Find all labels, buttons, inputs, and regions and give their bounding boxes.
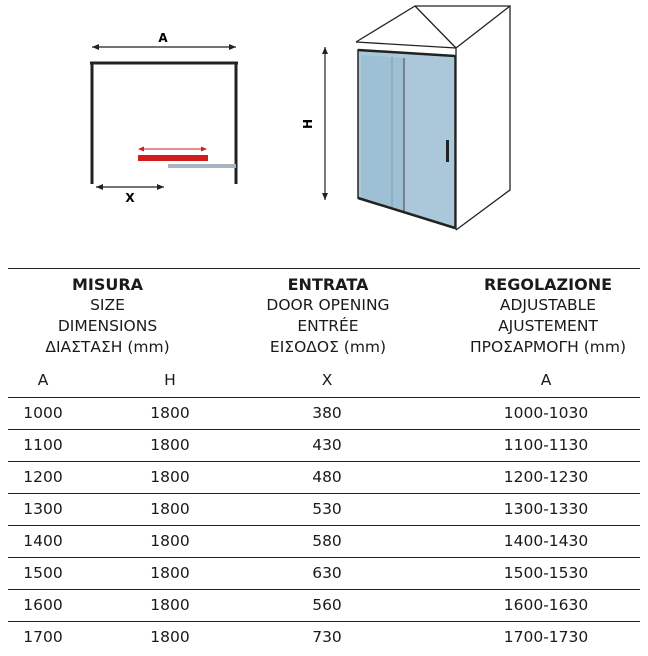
row-rule — [8, 525, 640, 526]
header-opening-fr: ENTRÉE — [297, 317, 359, 335]
glass-front — [358, 50, 455, 228]
width-dimension — [92, 31, 236, 50]
cell-width: 1400 — [23, 532, 63, 550]
row-rule — [8, 589, 640, 590]
header-opening-en: DOOR OPENING — [266, 296, 390, 314]
table-row — [0, 429, 648, 461]
cell-width: 1600 — [23, 596, 63, 614]
header-size — [15, 274, 200, 358]
cell-adjustable: 1600-1630 — [503, 596, 589, 614]
header-adjustable-gr: ΠΡΟΣΑΡΜΟΓΗ (mm) — [469, 338, 627, 356]
header-size-en: SIZE — [90, 296, 125, 314]
cell-opening: 480 — [312, 468, 342, 486]
header-adjustable-fr: AJUSTEMENT — [498, 317, 598, 335]
cell-height: 1800 — [150, 404, 190, 422]
table-row — [0, 525, 648, 557]
row-rule — [8, 397, 640, 398]
cell-height: 1800 — [150, 596, 190, 614]
cell-opening: 580 — [312, 532, 342, 550]
header-opening-gr: ΕΙΣΟΔΟΣ (mm) — [269, 338, 387, 356]
height-dimension — [301, 47, 328, 200]
header-opening — [238, 274, 418, 358]
cell-adjustable: 1000-1030 — [503, 404, 589, 422]
header-size-gr: ΔΙΑΣΤΑΣΗ (mm) — [45, 338, 170, 356]
cell-opening: 430 — [312, 436, 342, 454]
shower-diagram — [0, 0, 648, 260]
cell-height: 1800 — [150, 628, 190, 646]
table-row — [0, 461, 648, 493]
subheader-adj-a: A — [540, 371, 552, 389]
cell-width: 1100 — [23, 436, 63, 454]
elevation-view — [301, 6, 510, 230]
cell-opening: 630 — [312, 564, 342, 582]
cell-width: 1500 — [23, 564, 63, 582]
row-rule — [8, 429, 640, 430]
door-handle — [446, 140, 449, 162]
sliding-door-panel — [138, 155, 208, 161]
table-row — [0, 493, 648, 525]
sliding-panels — [138, 147, 236, 169]
fixed-glass-panel — [168, 164, 236, 168]
table-row — [0, 589, 648, 621]
cell-adjustable: 1200-1230 — [503, 468, 589, 486]
opening-dimension — [96, 184, 164, 205]
cell-height: 1800 — [150, 468, 190, 486]
subheader-x: X — [321, 371, 333, 389]
table-row — [0, 621, 648, 653]
row-rule — [8, 461, 640, 462]
width-label: A — [158, 31, 168, 45]
cell-adjustable: 1400-1430 — [503, 532, 589, 550]
opening-label: X — [125, 191, 135, 205]
header-size-it: MISURA — [71, 275, 144, 294]
cell-opening: 560 — [312, 596, 342, 614]
cell-height: 1800 — [150, 532, 190, 550]
subheader-a: A — [37, 371, 49, 389]
table-row — [0, 397, 648, 429]
spec-table — [0, 266, 648, 656]
cell-adjustable: 1300-1330 — [503, 500, 589, 518]
row-rule — [8, 493, 640, 494]
cell-width: 1300 — [23, 500, 63, 518]
cell-adjustable: 1700-1730 — [503, 628, 589, 646]
cell-height: 1800 — [150, 436, 190, 454]
row-rule — [8, 557, 640, 558]
header-adjustable — [448, 274, 648, 358]
subheader-h: H — [164, 371, 176, 389]
header-adjustable-en: ADJUSTABLE — [499, 296, 597, 314]
cell-adjustable: 1100-1130 — [503, 436, 589, 454]
plan-view — [90, 31, 238, 205]
cell-width: 1700 — [23, 628, 63, 646]
height-label: H — [301, 118, 315, 130]
cell-width: 1000 — [23, 404, 63, 422]
cell-adjustable: 1500-1530 — [503, 564, 589, 582]
cell-opening: 730 — [312, 628, 342, 646]
header-opening-it: ENTRATA — [287, 275, 369, 294]
cell-height: 1800 — [150, 564, 190, 582]
header-adjustable-it: REGOLAZIONE — [483, 275, 613, 294]
row-rule — [8, 621, 640, 622]
table-row — [0, 557, 648, 589]
cell-height: 1800 — [150, 500, 190, 518]
cell-width: 1200 — [23, 468, 63, 486]
table-top-rule — [8, 268, 640, 269]
cell-opening: 380 — [312, 404, 342, 422]
cell-opening: 530 — [312, 500, 342, 518]
header-size-fr: DIMENSIONS — [57, 317, 158, 335]
